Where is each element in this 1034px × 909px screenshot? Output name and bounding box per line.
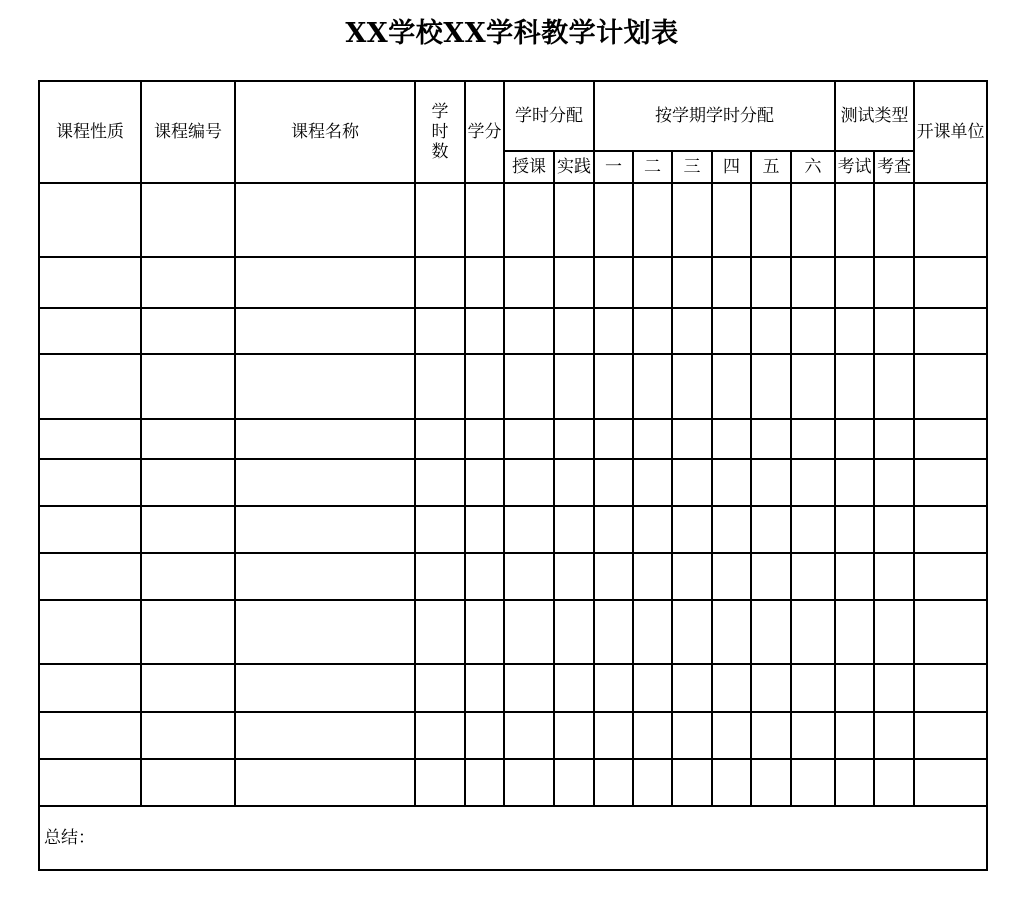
table-cell[interactable] (672, 759, 712, 806)
table-cell[interactable] (914, 759, 987, 806)
table-cell[interactable] (594, 553, 633, 600)
table-row (39, 506, 987, 553)
table-row (39, 712, 987, 759)
table-cell[interactable] (633, 419, 672, 459)
table-cell[interactable] (141, 600, 235, 664)
table-cell[interactable] (874, 183, 914, 257)
table-cell[interactable] (39, 664, 141, 712)
table-cell[interactable] (874, 664, 914, 712)
table-cell[interactable] (235, 553, 415, 600)
table-cell[interactable] (504, 308, 554, 354)
table-cell[interactable] (415, 506, 465, 553)
table-cell[interactable] (712, 419, 751, 459)
page-title: XX学校XX学科教学计划表 (345, 18, 679, 49)
table-cell[interactable] (235, 459, 415, 506)
table-cell[interactable] (39, 419, 141, 459)
table-cell[interactable] (594, 419, 633, 459)
table-cell[interactable] (914, 712, 987, 759)
table-cell[interactable] (235, 759, 415, 806)
table-cell[interactable] (415, 712, 465, 759)
table-cell[interactable] (835, 664, 874, 712)
table-cell[interactable] (141, 354, 235, 419)
table-cell[interactable] (554, 759, 594, 806)
table-cell[interactable] (633, 257, 672, 308)
table-cell[interactable] (504, 759, 554, 806)
table-cell[interactable] (465, 183, 504, 257)
table-cell[interactable] (554, 664, 594, 712)
table-cell[interactable] (751, 759, 791, 806)
table-cell[interactable] (914, 553, 987, 600)
header-check: 考查 (874, 151, 914, 183)
table-row (39, 459, 987, 506)
table-cell[interactable] (914, 664, 987, 712)
table-cell[interactable] (712, 506, 751, 553)
table-cell[interactable] (791, 308, 835, 354)
header-exam: 考试 (835, 151, 874, 183)
table-cell[interactable] (672, 308, 712, 354)
table-cell[interactable] (594, 664, 633, 712)
table-cell[interactable] (504, 183, 554, 257)
table-cell[interactable] (791, 553, 835, 600)
header-assessment-type: 测试类型 (835, 81, 914, 151)
table-cell[interactable] (554, 354, 594, 419)
table-cell[interactable] (712, 459, 751, 506)
table-cell[interactable] (594, 183, 633, 257)
table-cell[interactable] (465, 553, 504, 600)
summary-row (39, 806, 987, 870)
table-cell[interactable] (914, 257, 987, 308)
table-cell[interactable] (465, 759, 504, 806)
table-cell[interactable] (914, 459, 987, 506)
table-cell[interactable] (594, 712, 633, 759)
table-cell[interactable] (633, 183, 672, 257)
table-cell[interactable] (235, 308, 415, 354)
table-cell[interactable] (141, 712, 235, 759)
table-cell[interactable] (791, 257, 835, 308)
table-cell[interactable] (712, 664, 751, 712)
table-cell[interactable] (39, 553, 141, 600)
table-cell[interactable] (39, 308, 141, 354)
table-cell[interactable] (874, 308, 914, 354)
table-cell[interactable] (465, 506, 504, 553)
table-cell[interactable] (554, 257, 594, 308)
header-semester-2: 二 (633, 151, 672, 183)
table-cell[interactable] (835, 553, 874, 600)
table-cell[interactable] (751, 308, 791, 354)
table-cell[interactable] (874, 712, 914, 759)
table-cell[interactable] (554, 506, 594, 553)
table-cell[interactable] (554, 308, 594, 354)
table-cell[interactable] (633, 600, 672, 664)
table-cell[interactable] (504, 600, 554, 664)
table-cell[interactable] (672, 664, 712, 712)
table-cell[interactable] (791, 712, 835, 759)
table-cell[interactable] (39, 183, 141, 257)
table-cell[interactable] (504, 419, 554, 459)
table-cell[interactable] (835, 759, 874, 806)
table-cell[interactable] (712, 308, 751, 354)
table-cell[interactable] (751, 459, 791, 506)
table-cell[interactable] (465, 712, 504, 759)
table-cell[interactable] (751, 257, 791, 308)
table-cell[interactable] (504, 257, 554, 308)
table-cell[interactable] (672, 419, 712, 459)
table-cell[interactable] (914, 419, 987, 459)
table-cell[interactable] (235, 600, 415, 664)
table-cell[interactable] (835, 600, 874, 664)
header-course-code: 课程编号 (141, 81, 235, 183)
header-lecture: 授课 (504, 151, 554, 183)
table-cell[interactable] (39, 257, 141, 308)
table-cell[interactable] (415, 664, 465, 712)
table-cell[interactable] (751, 354, 791, 419)
table-cell[interactable] (835, 354, 874, 419)
table-cell[interactable] (712, 257, 751, 308)
table-cell[interactable] (633, 664, 672, 712)
table-cell[interactable] (914, 308, 987, 354)
table-cell[interactable] (633, 553, 672, 600)
table-cell[interactable] (594, 600, 633, 664)
table-cell[interactable] (235, 354, 415, 419)
table-cell[interactable] (712, 600, 751, 664)
table-cell[interactable] (835, 308, 874, 354)
table-cell[interactable] (712, 712, 751, 759)
table-cell[interactable] (594, 506, 633, 553)
table-cell[interactable] (791, 354, 835, 419)
table-cell[interactable] (465, 257, 504, 308)
table-cell[interactable] (835, 712, 874, 759)
table-cell[interactable] (504, 664, 554, 712)
table-cell[interactable] (672, 459, 712, 506)
table-cell[interactable] (835, 459, 874, 506)
table-cell[interactable] (141, 257, 235, 308)
table-cell[interactable] (465, 459, 504, 506)
table-cell[interactable] (791, 506, 835, 553)
table-cell[interactable] (751, 183, 791, 257)
table-cell[interactable] (554, 553, 594, 600)
table-cell[interactable] (415, 459, 465, 506)
table-cell[interactable] (835, 506, 874, 553)
header-semester-5: 五 (751, 151, 791, 183)
table-cell[interactable] (504, 506, 554, 553)
table-cell[interactable] (874, 506, 914, 553)
table-row (39, 257, 987, 308)
header-semester-4: 四 (712, 151, 751, 183)
table-cell[interactable] (465, 308, 504, 354)
table-row (39, 419, 987, 459)
table-cell[interactable] (633, 759, 672, 806)
table-cell[interactable] (633, 712, 672, 759)
table-cell[interactable] (554, 600, 594, 664)
header-row-1 (39, 81, 987, 151)
table-cell[interactable] (791, 459, 835, 506)
table-cell[interactable] (415, 183, 465, 257)
table-cell[interactable] (874, 419, 914, 459)
table-cell[interactable] (712, 553, 751, 600)
header-hour-allocation: 学时分配 (504, 81, 594, 151)
table-cell[interactable] (39, 459, 141, 506)
table-cell[interactable] (141, 664, 235, 712)
table-cell[interactable] (141, 506, 235, 553)
table-cell[interactable] (791, 759, 835, 806)
table-cell[interactable] (39, 759, 141, 806)
table-cell[interactable] (594, 308, 633, 354)
summary-label[interactable]: 总结： (39, 806, 987, 870)
table-cell[interactable] (554, 459, 594, 506)
header-hours-label: 学时数 (431, 102, 449, 162)
table-cell[interactable] (712, 183, 751, 257)
header-semester-6: 六 (791, 151, 835, 183)
table-row (39, 759, 987, 806)
header-semester-3: 三 (672, 151, 712, 183)
table-cell[interactable] (594, 759, 633, 806)
table-cell[interactable] (415, 354, 465, 419)
table-cell[interactable] (465, 354, 504, 419)
header-semester-allocation: 按学期学时分配 (594, 81, 835, 151)
table-cell[interactable] (751, 712, 791, 759)
table-row (39, 664, 987, 712)
table-cell[interactable] (791, 419, 835, 459)
table-row (39, 183, 987, 257)
table-cell[interactable] (415, 600, 465, 664)
table-cell[interactable] (633, 354, 672, 419)
table-cell[interactable] (141, 759, 235, 806)
table-cell[interactable] (791, 664, 835, 712)
table-cell[interactable] (235, 419, 415, 459)
table-cell[interactable] (235, 664, 415, 712)
table-cell[interactable] (554, 419, 594, 459)
table-cell[interactable] (554, 183, 594, 257)
header-hours (415, 81, 465, 183)
table-cell[interactable] (914, 600, 987, 664)
table-cell[interactable] (874, 257, 914, 308)
table-cell[interactable] (141, 459, 235, 506)
table-cell[interactable] (672, 506, 712, 553)
table-cell[interactable] (235, 257, 415, 308)
table-cell[interactable] (39, 600, 141, 664)
table-cell[interactable] (633, 308, 672, 354)
table-row (39, 354, 987, 419)
table-cell[interactable] (874, 553, 914, 600)
table-cell[interactable] (751, 664, 791, 712)
table-cell[interactable] (415, 759, 465, 806)
table-cell[interactable] (751, 419, 791, 459)
table-cell[interactable] (141, 553, 235, 600)
table-cell[interactable] (672, 354, 712, 419)
table-cell[interactable] (672, 183, 712, 257)
table-cell[interactable] (914, 354, 987, 419)
table-cell[interactable] (751, 600, 791, 664)
table-cell[interactable] (914, 506, 987, 553)
table-cell[interactable] (751, 506, 791, 553)
table-cell[interactable] (554, 712, 594, 759)
table-cell[interactable] (594, 459, 633, 506)
table-cell[interactable] (712, 354, 751, 419)
table-cell[interactable] (415, 257, 465, 308)
header-credits: 学分 (465, 81, 504, 183)
table-cell[interactable] (235, 183, 415, 257)
table-cell[interactable] (504, 354, 554, 419)
table-cell[interactable] (39, 506, 141, 553)
header-course-name: 课程名称 (235, 81, 415, 183)
table-row (39, 553, 987, 600)
table-cell[interactable] (791, 183, 835, 257)
table-cell[interactable] (594, 257, 633, 308)
table-row (39, 600, 987, 664)
header-semester-1: 一 (594, 151, 633, 183)
table-cell[interactable] (235, 506, 415, 553)
table-cell[interactable] (874, 354, 914, 419)
table-cell[interactable] (141, 183, 235, 257)
teaching-plan-table (38, 80, 988, 871)
table-cell[interactable] (415, 553, 465, 600)
table-cell[interactable] (504, 553, 554, 600)
table-cell[interactable] (594, 354, 633, 419)
table-cell[interactable] (835, 419, 874, 459)
table-cell[interactable] (672, 600, 712, 664)
table-cell[interactable] (415, 308, 465, 354)
table-cell[interactable] (504, 459, 554, 506)
header-department: 开课单位 (914, 81, 987, 183)
table-cell[interactable] (465, 600, 504, 664)
table-cell[interactable] (874, 459, 914, 506)
table-row (39, 308, 987, 354)
table-cell[interactable] (712, 759, 751, 806)
table-cell[interactable] (633, 459, 672, 506)
table-cell[interactable] (874, 759, 914, 806)
table-cell[interactable] (751, 553, 791, 600)
table-cell[interactable] (141, 308, 235, 354)
table-cell[interactable] (914, 183, 987, 257)
table-cell[interactable] (835, 183, 874, 257)
table-cell[interactable] (874, 600, 914, 664)
table-cell[interactable] (672, 712, 712, 759)
table-cell[interactable] (465, 419, 504, 459)
table-cell[interactable] (39, 712, 141, 759)
table-cell[interactable] (791, 600, 835, 664)
table-cell[interactable] (504, 712, 554, 759)
table-cell[interactable] (835, 257, 874, 308)
table-cell[interactable] (465, 664, 504, 712)
table-cell[interactable] (672, 553, 712, 600)
table-cell[interactable] (633, 506, 672, 553)
table-cell[interactable] (141, 419, 235, 459)
header-course-type: 课程性质 (39, 81, 141, 183)
table-cell[interactable] (235, 712, 415, 759)
table-cell[interactable] (415, 419, 465, 459)
table-cell[interactable] (672, 257, 712, 308)
header-practice: 实践 (554, 151, 594, 183)
table-cell[interactable] (39, 354, 141, 419)
